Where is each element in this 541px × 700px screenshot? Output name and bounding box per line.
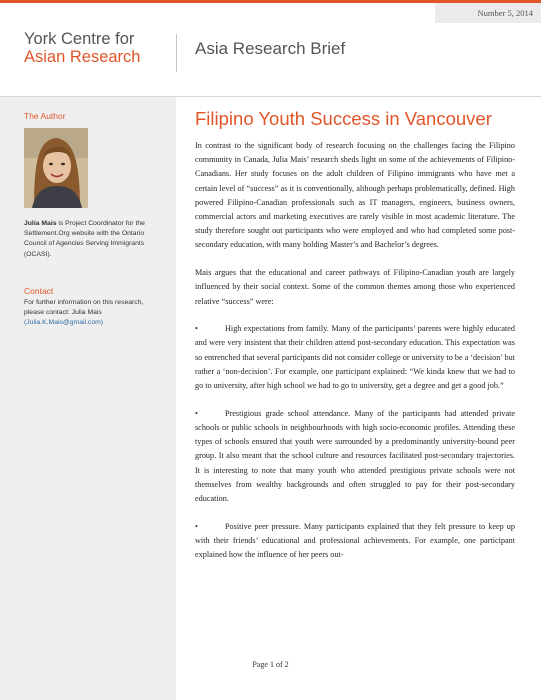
author-bio (24, 219, 164, 260)
contact-text: For further information on this research, please contact: Julia Mais (24, 299, 144, 317)
author-name: Julia Mais (24, 220, 57, 227)
header-divider (176, 34, 177, 72)
logo-line-2: Asian Research (24, 48, 141, 66)
bullet-peer-pressure (195, 520, 515, 563)
series-title: Asia Research Brief (195, 39, 346, 58)
page-number: Page 1 of 2 (252, 660, 289, 669)
bullet-marker: • (195, 324, 198, 334)
bullet-marker: • (195, 521, 198, 531)
contact-info (24, 298, 164, 329)
logo-line-1: York Centre for (24, 30, 135, 48)
bullet-marker: • (195, 408, 198, 418)
author-bio-text: is Project Coordinator for the Settlement.Org website with the Ontario Council of Agencies Serving Immigrants (OCASI). (24, 220, 145, 258)
author-photo (24, 128, 88, 208)
centre-logo (24, 30, 140, 66)
bullet-text: Positive peer pressure. Many participants explained that they felt pressure to keep up with their friends’ educational and professional achievements. For example, one participant explained how the influence of her peers out- (195, 521, 515, 560)
article-body (195, 139, 515, 576)
paragraph-themes: Mais argues that the educational and career pathways of Filipino-Canadian youth are largely influenced by their social context. Some of the common themes among those who experienced relative “success” were: (195, 268, 515, 306)
contact-email-link[interactable]: (Julia.K.Mais@gmail.com) (24, 319, 104, 327)
issue-number: Number 5, 2014 (435, 3, 541, 23)
contact-heading: Contact (24, 286, 54, 296)
bullet-grade-school (195, 407, 515, 506)
article-title: Filipino Youth Success in Vancouver (195, 108, 492, 129)
author-heading: The Author (24, 111, 66, 121)
bullet-text: Prestigious grade school attendance. Many of the participants had attended private schools or public schools in neighbourhoods with high socio-economic profiles. Attending these types of schools ensured that youth were surrounded by a predominantly university-bound peer group. It also meant that the school culture and resources facilitated post-secondary trajectories. It is interesting to note that many youth who attended prestigious private schools were not themselves from wealthy backgrounds and often struggled to pay for their post-secondary education. (195, 408, 515, 503)
bullet-family-expectations (195, 322, 515, 393)
paragraph-intro: In contrast to the significant body of research focusing on the challenges facing the Filipino community in Canada, Julia Mais’ research sheds light on some of the achievements of Filipino-Canadians. Her study focuses on the adult children of Filipino immigrants who have met a certain level of “success” as it is conventionally, although perhaps problematically, defined. High powered Filipino-Canadian professionals such as IT managers, engineers, business owners, commercial actors and marketing executives are rarely visible in most academic literature. The study therefore sought out participants who were employed and who had completed some post-secondary education, with many holding Master’s and Bachelor’s degrees. (195, 141, 515, 250)
bullet-text: High expectations from family. Many of the participants’ parents were highly educated and were very insistent that their children attend post-secondary education. This expectation was so entrenched that several participants did not consider college or university to be a ‘decision’ but rather a ‘non-decision’. For example, one participant explained: “We kinda knew that we had to go to university, after high school we had to go to university, get a degree and get a good job.” (195, 324, 515, 391)
